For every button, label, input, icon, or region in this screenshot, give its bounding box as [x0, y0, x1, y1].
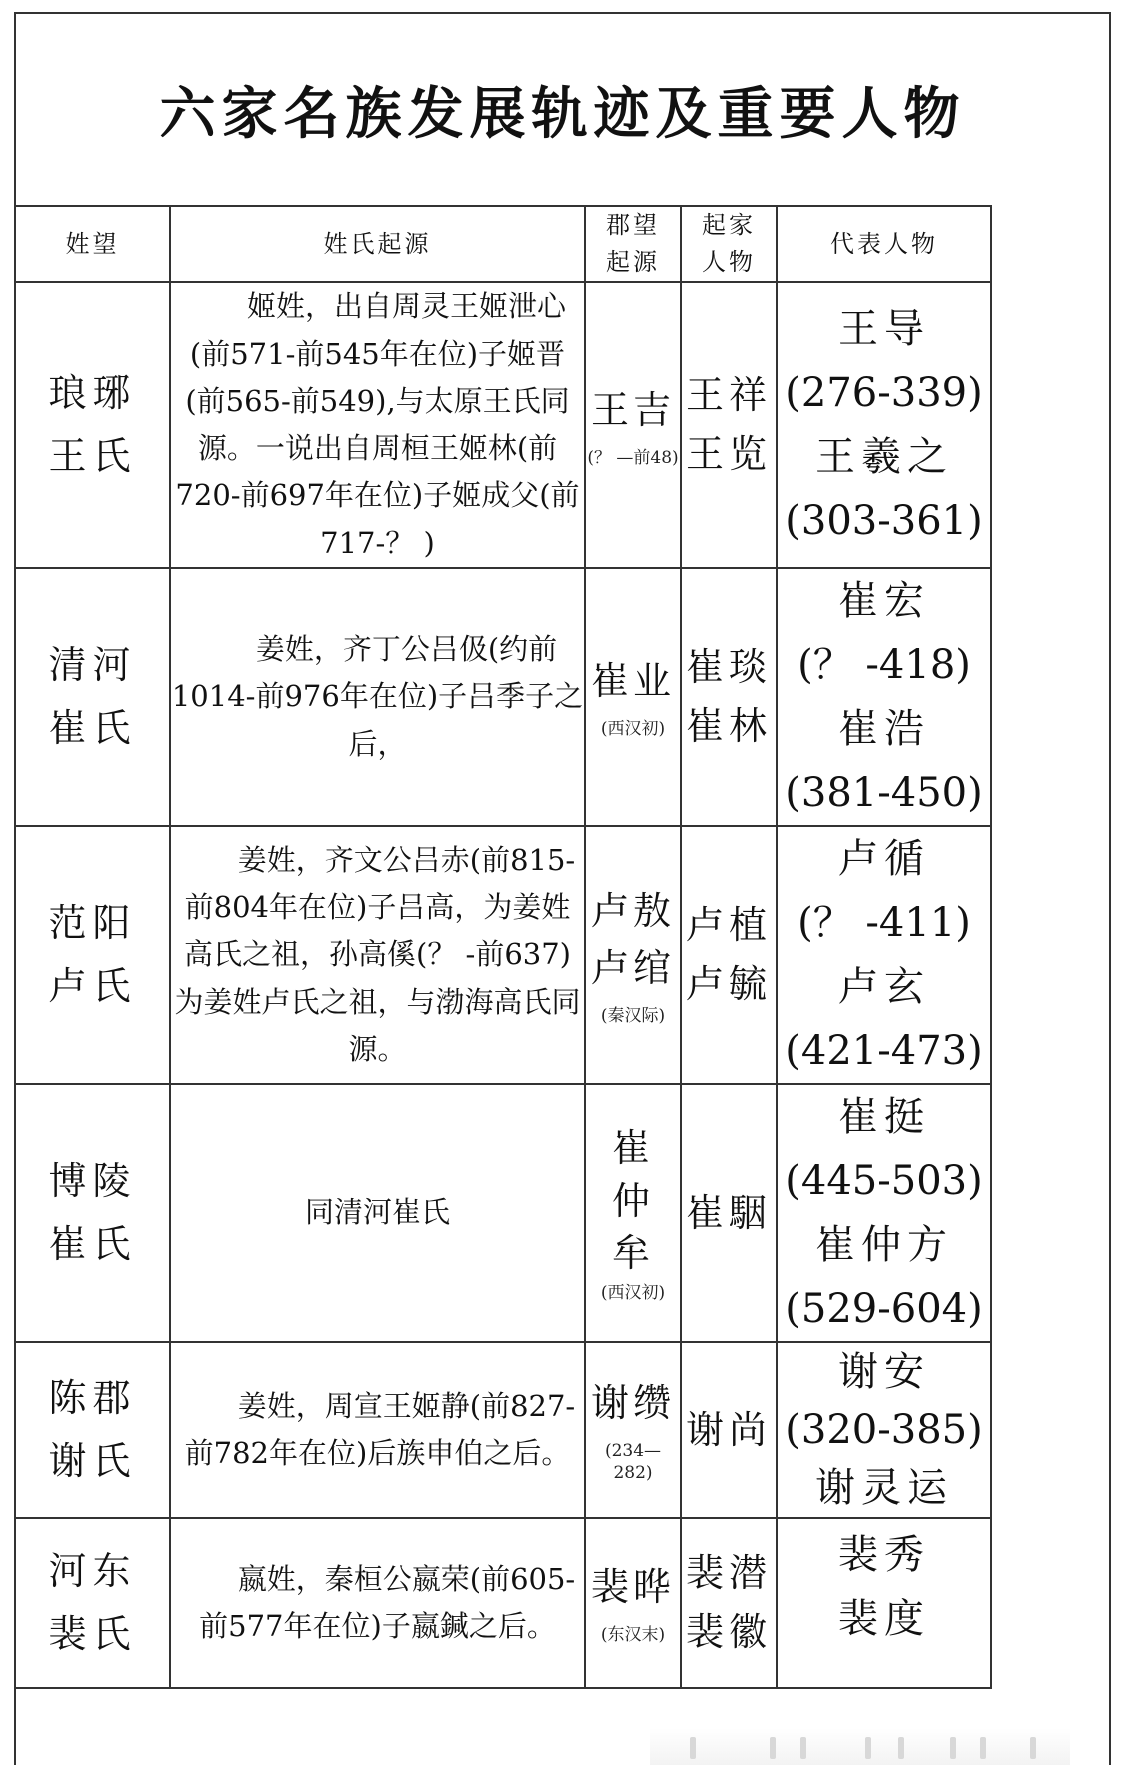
junwang-name-char: 牟 [611, 1231, 654, 1276]
page-title: 六家名族发展轨迹及重要人物 [159, 80, 966, 147]
origin-cell [170, 1342, 585, 1518]
origin-text: 姜姓，周宣王姬静(前827-前782年在位)后族申伯之后。 [184, 1388, 576, 1470]
junwang-cell [585, 282, 681, 568]
origin-cell [170, 282, 585, 568]
junwang-name: 裴晔 [590, 1565, 675, 1610]
person-years: (320-385) [785, 1406, 983, 1453]
person-name: 王导 [838, 306, 930, 353]
surname-line: 范阳 [48, 901, 137, 946]
person-years: (445-503) [785, 1157, 983, 1204]
person-name: 崔挺 [838, 1093, 930, 1140]
header-founder-line1: 起家 [702, 211, 756, 239]
representatives-cell [777, 1518, 991, 1688]
junwang-note: (秦汉际) [600, 1005, 666, 1026]
founder-cell [681, 568, 777, 826]
junwang-name: 王吉 [590, 387, 675, 432]
header-junwang [585, 206, 681, 282]
header-representatives: 代表人物 [777, 206, 991, 282]
junwang-note: (234—282) [604, 1441, 662, 1484]
person-name: 裴秀 [838, 1531, 930, 1578]
junwang-cell [585, 568, 681, 826]
table-row [15, 282, 991, 568]
founder-name: 王祥 [685, 373, 772, 418]
founder-cell [681, 826, 777, 1084]
junwang-name: 崔业 [590, 659, 675, 704]
surname-line: 琅琊 [48, 371, 137, 416]
table-row [15, 1518, 991, 1688]
person-years: (381-450) [785, 769, 983, 816]
origin-cell [170, 1084, 585, 1342]
founder-name: 谢尚 [685, 1407, 772, 1452]
junwang-cell [585, 826, 681, 1084]
founder-cell [681, 1342, 777, 1518]
founder-name: 卢毓 [685, 961, 772, 1006]
table-header-row [15, 206, 991, 282]
person-name: 谢灵运 [815, 1464, 953, 1511]
person-name: 卢玄 [838, 963, 930, 1010]
origin-cell [170, 826, 585, 1084]
junwang-name: 卢敖 [590, 888, 675, 933]
person-years: (421-473) [785, 1027, 983, 1074]
founder-cell [681, 1518, 777, 1688]
table-row [15, 1084, 991, 1342]
person-years: (？ -418) [797, 641, 971, 688]
clan-table [14, 205, 992, 1689]
person-name: 谢安 [838, 1348, 930, 1395]
surname-line: 卢氏 [48, 963, 137, 1008]
surname-cell [15, 1342, 170, 1518]
person-name: 崔浩 [838, 705, 930, 752]
founder-cell [681, 1084, 777, 1342]
founder-name: 崔林 [685, 703, 772, 748]
person-name: 崔仲方 [815, 1221, 953, 1268]
surname-cell [15, 1518, 170, 1688]
origin-text: 同清河崔氏 [304, 1195, 450, 1230]
watermark-overlay [650, 1728, 1070, 1765]
table-row [15, 1342, 991, 1518]
junwang-note: (西汉初) [600, 719, 666, 740]
person-years: (303-361) [785, 498, 983, 545]
junwang-note: (西汉初) [600, 1282, 666, 1303]
surname-line: 河东 [48, 1549, 137, 1594]
junwang-name: 卢绾 [590, 945, 675, 990]
founder-name: 裴潜 [685, 1551, 772, 1596]
representatives-cell [777, 1342, 991, 1518]
junwang-name-char: 仲 [611, 1178, 654, 1223]
founder-name: 裴徽 [685, 1609, 772, 1654]
header-surname: 姓望 [15, 206, 170, 282]
representatives-cell [777, 282, 991, 568]
origin-cell [170, 1518, 585, 1688]
origin-text: 嬴姓，秦桓公嬴荣(前605-前577年在位)子嬴鍼之后。 [199, 1561, 576, 1643]
header-junwang-line2: 起源 [606, 248, 660, 277]
surname-line: 王氏 [48, 434, 137, 479]
surname-cell [15, 1084, 170, 1342]
junwang-cell [585, 1084, 681, 1342]
junwang-note: (？ —前48) [587, 447, 679, 468]
person-name: 裴度 [838, 1595, 930, 1642]
surname-line: 崔氏 [48, 1221, 137, 1266]
junwang-name: 谢缵 [590, 1381, 675, 1426]
representatives-cell [777, 826, 991, 1084]
surname-cell [15, 826, 170, 1084]
origin-text: 姜姓，齐丁公吕伋(约前1014-前976年在位)子吕季子之后， [171, 632, 584, 761]
surname-cell [15, 568, 170, 826]
founder-name: 王览 [685, 432, 772, 477]
person-years: (529-604) [785, 1285, 983, 1332]
person-years: (？ -411) [797, 899, 971, 946]
origin-text: 姬姓，出自周灵王姬泄心(前571-前545年在位)子姬晋(前565-前549),与太原王氏同源。一说出自周桓王姬林(前720-前697年在位)子姬成父(前717-？ ) [175, 289, 580, 560]
surname-cell [15, 282, 170, 568]
header-junwang-line1: 郡望 [606, 211, 660, 239]
founder-name: 卢植 [685, 903, 772, 948]
junwang-cell [585, 1518, 681, 1688]
junwang-name-char: 崔 [611, 1126, 654, 1171]
person-name: 王羲之 [815, 434, 953, 481]
representatives-cell [777, 568, 991, 826]
person-name: 崔宏 [838, 577, 930, 624]
surname-line: 清河 [48, 643, 137, 688]
surname-line: 博陵 [48, 1159, 137, 1204]
founder-name: 崔駰 [685, 1190, 772, 1235]
founder-name: 崔琰 [685, 645, 772, 690]
header-founder [681, 206, 777, 282]
person-name: 卢循 [838, 835, 930, 882]
table-row [15, 826, 991, 1084]
person-years: (276-339) [785, 370, 983, 417]
origin-cell [170, 568, 585, 826]
table-row [15, 568, 991, 826]
header-founder-line2: 人物 [702, 248, 756, 277]
header-origin: 姓氏起源 [170, 206, 585, 282]
founder-cell [681, 282, 777, 568]
surname-line: 崔氏 [48, 705, 137, 750]
origin-text: 姜姓，齐文公吕赤(前815-前804年在位)子吕高，为姜姓高氏之祖，孙高傒(？ -前637)为姜姓卢氏之祖，与渤海高氏同源。 [174, 842, 581, 1066]
junwang-note: (东汉末) [600, 1625, 666, 1646]
junwang-cell [585, 1342, 681, 1518]
surname-line: 裴氏 [48, 1611, 137, 1656]
surname-line: 陈郡 [48, 1376, 137, 1421]
representatives-cell [777, 1084, 991, 1342]
genealogy-sheet [14, 12, 1111, 1765]
surname-line: 谢氏 [48, 1438, 137, 1483]
